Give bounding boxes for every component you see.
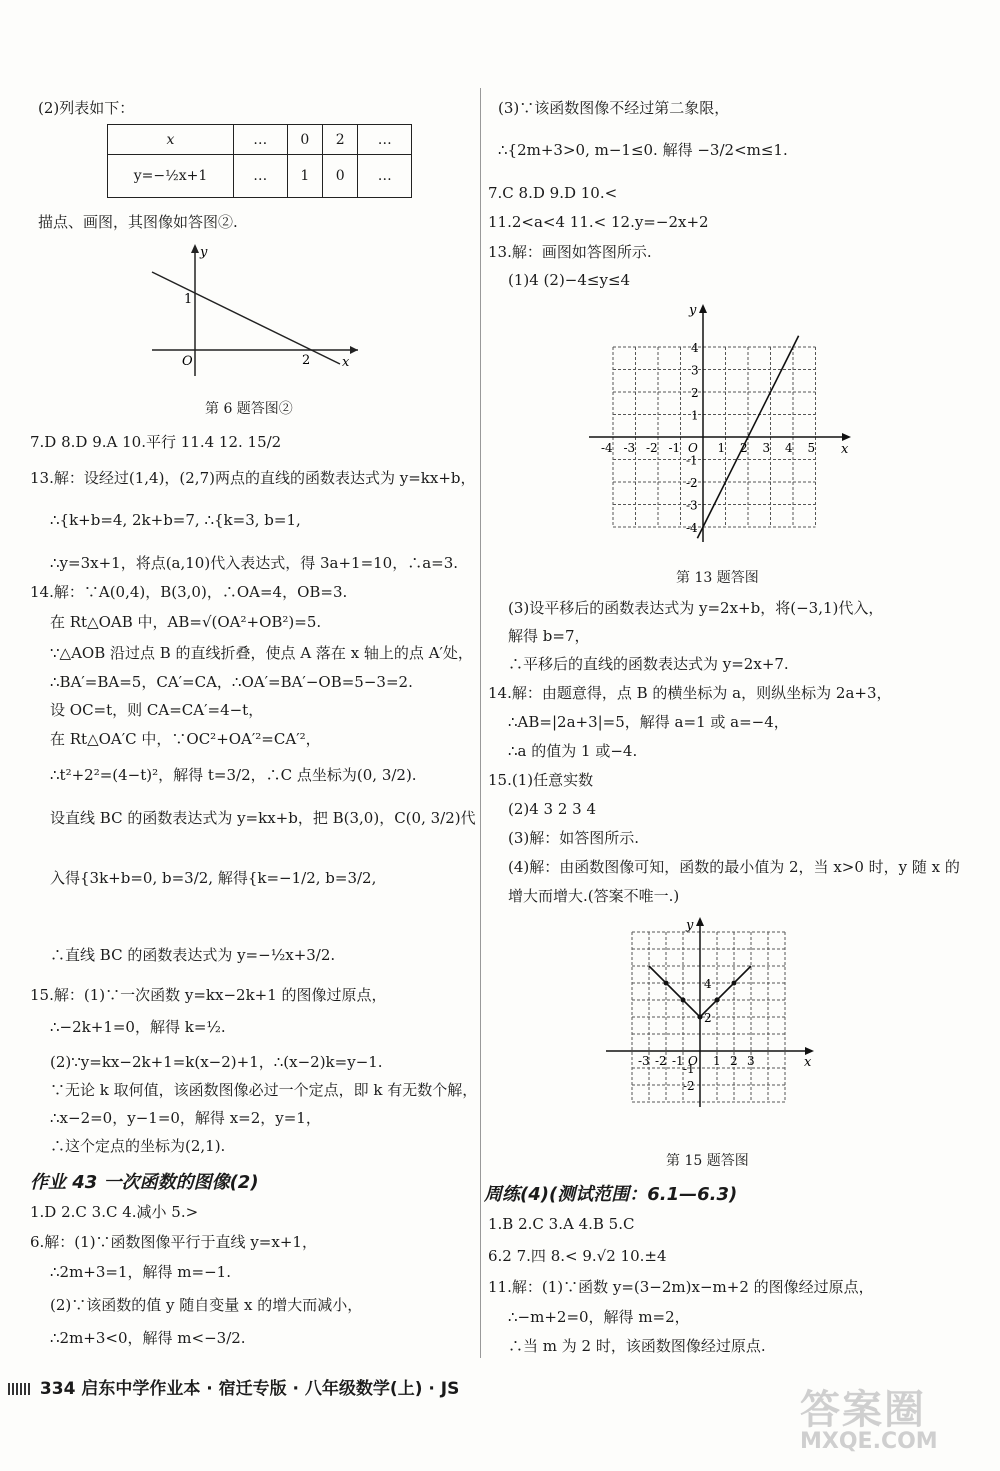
tick-label: -3 [638,1054,650,1068]
page-number: 334 [39,1379,76,1399]
tick-label: 4 [691,341,699,355]
barcode-icon [8,1383,30,1395]
text-line: ∴当 m 为 2 时，该函数图像经过原点. [508,1337,766,1355]
text-line: 1.B 2.C 3.A 4.B 5.C [488,1215,635,1233]
text-line: (2)列表如下： [38,99,135,117]
tick-label: -1 [686,453,698,468]
x-label: x [342,355,350,370]
data-point [681,998,686,1003]
text-line: (4)解：由函数图像可知，函数的最小值为 2，当 x>0 时，y 随 x 的 [508,858,960,876]
text-line: 在 Rt△OA′C 中，∵OC²+OA′²=CA′²， [50,730,321,748]
tick-label: 4 [704,977,712,991]
section-heading: 周练(4)(测试范围：6.1—6.3) [484,1184,738,1205]
x-label: x [841,442,849,457]
text-line: ∴直线 BC 的函数表达式为 y=−½x+3/2. [50,946,336,964]
tick-label: -4 [601,441,613,455]
text-line: ∴a 的值为 1 或−4. [508,742,638,760]
text-line: (2)4 3 2 3 4 [508,800,597,818]
tick-label: 3 [691,363,699,378]
value-table [107,124,412,198]
text-line: ∴BA′=BA=5，CA′=CA，∴OA′=BA′−OB=5−3=2. [50,673,413,691]
y-label: y [200,245,208,260]
tick-label: -2 [646,441,658,455]
text-line: ∵△AOB 沿过点 B 的直线折叠，使点 A 落在 x 轴上的点 A′处， [50,644,473,662]
table-cell: 2 [322,125,357,155]
text-line: (3)设平移后的函数表达式为 y=2x+b，将(−3,1)代入， [508,599,884,617]
origin-label: O [688,1054,698,1068]
y-label: y [689,303,697,318]
tick-label: -2 [686,476,698,490]
text-line: 15.解：(1)∵一次函数 y=kx−2k+1 的图像过原点， [30,986,387,1004]
text-line: 设 OC=t，则 CA=CA′=4−t， [50,701,264,719]
x-arrow [805,1047,814,1055]
figure-caption: 第 6 题答图② [205,401,293,417]
table-cell: 0 [287,125,322,155]
text-line: 6.解：(1)∵函数图像平行于直线 y=x+1， [30,1233,317,1251]
text-line: (3)∵该函数图像不经过第二象限， [498,99,730,117]
figure-15-grid-graph [600,915,820,1115]
table-cell: … [234,155,288,198]
text-line: (2)∵y=kx−2k+1=k(x−2)+1，∴(x−2)k=y−1. [50,1053,383,1071]
text-line: ∴{2m+3>0, m−1≤0. 解得 −3/2<m≤1. [498,141,788,159]
tick-label: 5 [807,441,816,455]
tick-label: 2 [691,386,699,400]
tick-label: -3 [623,441,636,455]
text-line: 入得{3k+b=0, b=3/2, 解得{k=−1/2, b=3/2, [50,869,377,887]
text-line: ∴2m+3=1，解得 m=−1. [50,1263,231,1281]
text-line: 11.解：(1)∵函数 y=(3−2m)x−m+2 的图像经过原点， [488,1278,874,1296]
x-label: x [804,1055,812,1070]
figure-caption: 第 15 题答图 [666,1153,749,1169]
tick-label: 2 [704,1011,712,1025]
text-line: ∴平移后的直线的函数表达式为 y=2x+7. [508,655,789,673]
text-line: (3)解：如答图所示. [508,829,640,847]
text-line: 7.C 8.D 9.D 10.< [488,184,618,202]
text-line: ∴{k+b=4, 2k+b=7, ∴{k=3, b=1, [50,511,301,529]
book-title: 启东中学作业本 · 宿迁专版 · 八年级数学(上) · JS [81,1379,460,1399]
text-line: ∴这个定点的坐标为(2,1). [50,1137,226,1155]
text-line: 11.2<a<4 11.< 12.y=−2x+2 [488,213,709,231]
text-line: 14.解：由题意得，点 B 的横坐标为 a，则纵坐标为 2a+3， [488,684,892,702]
text-line: 7.D 8.D 9.A 10.平行 11.4 12. 15/2 [30,433,282,451]
text-line: 解得 b=7， [508,627,590,645]
tick-label: 1 [184,292,193,307]
x-arrow [350,346,358,354]
table-cell: … [358,155,412,198]
table-cell: 1 [287,155,322,198]
text-line: 描点、画图，其图像如答图②. [38,213,238,231]
text-line: ∵无论 k 取何值，该函数图像必过一个定点，即 k 有无数个解， [50,1081,478,1099]
origin-label: O [688,441,698,455]
data-point [664,981,669,986]
text-line: 在 Rt△OAB 中，AB=√(OA²+OB²)=5. [50,613,322,631]
text-line: (2)∵该函数的值 y 随自变量 x 的增大而减小， [50,1296,363,1314]
page-footer [8,1374,459,1399]
figure-13-grid-graph [585,300,855,545]
y-arrow [696,917,704,926]
tick-label: 2 [302,353,311,368]
tick-label: 2 [740,441,748,455]
origin-label: O [182,354,193,369]
tick-label: 4 [785,441,793,455]
text-line: ∴−2k+1=0，解得 k=½. [50,1018,226,1036]
tick-label: -3 [686,498,698,513]
table-cell: … [234,125,288,155]
figure-caption: 第 13 题答图 [676,570,759,586]
text-line: ∴−m+2=0，解得 m=2， [508,1308,690,1326]
text-line: 设直线 BC 的函数表达式为 y=kx+b，把 B(3,0)，C(0, 3/2)代 [50,809,476,827]
data-point [732,981,737,986]
tick-label: -4 [686,521,698,535]
tick-label: 1 [713,1054,721,1068]
text-line: 增大而增大.(答案不唯一.) [508,887,680,905]
text-line: ∴x−2=0，y−1=0，解得 x=2，y=1， [50,1109,321,1127]
text-line: ∴AB=|2a+3|=5，解得 a=1 或 a=−4， [508,713,789,731]
tick-label: 2 [730,1054,738,1068]
x-arrow [842,433,851,441]
table-cell: x [108,125,234,155]
tick-label: 3 [762,441,771,455]
text-line: 15.(1)任意实数 [488,771,594,789]
figure-6-graph [140,240,370,380]
column-divider [480,88,481,1358]
text-line: ∴t²+2²=(4−t)²，解得 t=3/2，∴C 点坐标为(0, 3/2). [50,766,417,784]
table-cell: … [358,125,412,155]
text-line: (1)4 (2)−4≤y≤4 [508,271,631,289]
data-point [698,1015,703,1020]
text-line: ∴2m+3<0，解得 m<−3/2. [50,1329,246,1347]
watermark: 答案圈 MXQE.COM [800,1387,938,1454]
text-line: 6.2 7.四 8.< 9.√2 10.±4 [488,1247,667,1265]
tick-label: 3 [747,1054,755,1068]
tick-label: 1 [717,441,726,455]
text-line: 14.解：∵A(0,4)，B(3,0)，∴OA=4，OB=3. [30,583,348,601]
table-cell: y=−½x+1 [108,155,234,198]
table-cell: 0 [322,155,357,198]
tick-label: -2 [683,1079,695,1093]
section-heading: 作业 43 一次函数的图像(2) [30,1172,259,1193]
text-line: 13.解：画图如答图所示. [488,243,652,261]
tick-label: 1 [691,408,699,423]
y-arrow [699,304,707,313]
tick-label: -1 [672,1054,684,1068]
data-point [715,998,720,1003]
tick-label: -1 [668,441,681,455]
text-line: 1.D 2.C 3.C 4.减小 5.> [30,1203,199,1221]
tick-label: -1 [683,1062,695,1076]
text-line: ∴y=3x+1，将点(a,10)代入表达式，得 3a+1=10，∴a=3. [50,554,459,572]
y-label: y [686,918,694,933]
tick-label: -2 [655,1054,667,1068]
text-line: 13.解：设经过(1,4)，(2,7)两点的直线的函数表达式为 y=kx+b， [30,469,476,487]
y-arrow [191,244,199,253]
